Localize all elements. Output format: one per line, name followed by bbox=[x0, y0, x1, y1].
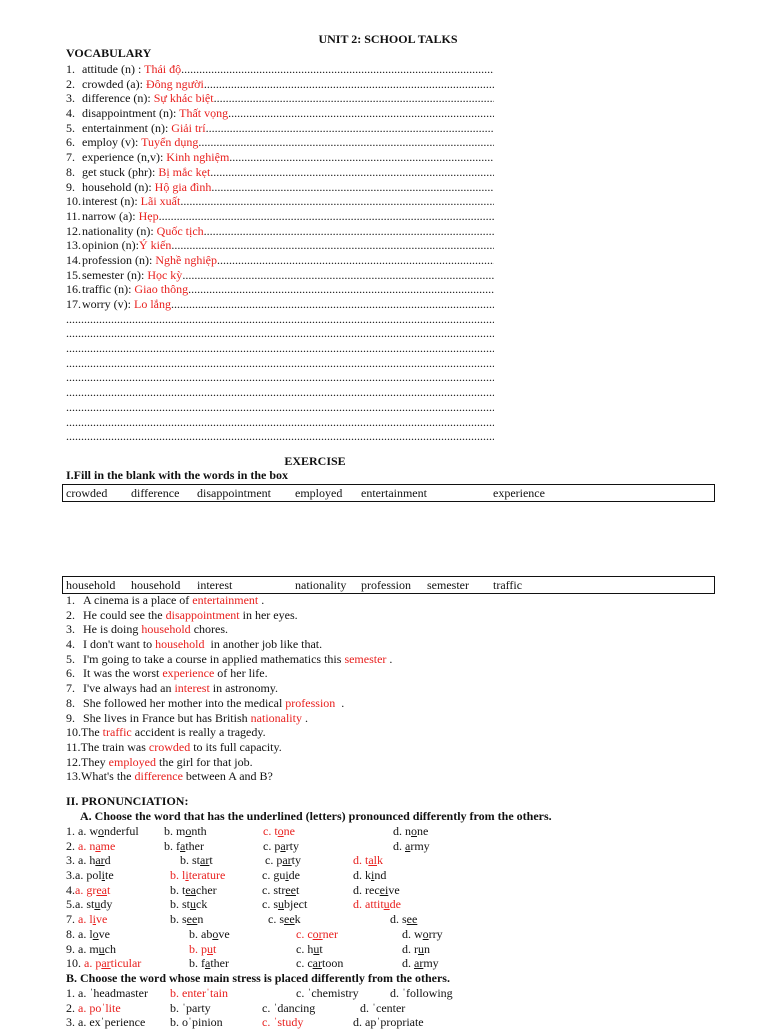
answer-dots bbox=[204, 77, 494, 92]
sentence-text: The bbox=[81, 725, 103, 740]
sentence-text: chores. bbox=[190, 622, 229, 637]
blank-line bbox=[66, 312, 494, 327]
sentence-number: 5. bbox=[66, 651, 75, 666]
answer-word: household bbox=[155, 637, 205, 652]
word-box-item: household bbox=[66, 578, 116, 592]
word-box-2 bbox=[62, 576, 715, 594]
vocabulary-item bbox=[66, 135, 494, 150]
answer-word: nationality bbox=[250, 710, 302, 725]
vocabulary-item bbox=[66, 238, 494, 253]
vocabulary-heading: VOCABULARY bbox=[66, 46, 152, 60]
vocabulary-meaning: Quốc tịch bbox=[156, 223, 204, 238]
vocabulary-item bbox=[66, 165, 494, 180]
answer-dots bbox=[229, 150, 494, 165]
answer-dots bbox=[210, 165, 494, 180]
vocabulary-term: semester (n): bbox=[82, 267, 148, 282]
vocabulary-item bbox=[66, 297, 494, 312]
sentence-text: in another job like that. bbox=[204, 637, 323, 652]
answer-dots bbox=[204, 224, 494, 239]
fill-blank-heading: I.Fill in the blank with the words in the box bbox=[66, 468, 289, 482]
answer-word: difference bbox=[134, 769, 183, 784]
sentence-number: 13. bbox=[66, 769, 81, 784]
vocabulary-term: household (n): bbox=[82, 179, 155, 194]
sentence-row bbox=[66, 740, 392, 755]
blank-line bbox=[66, 356, 494, 371]
sentence-text: They bbox=[81, 754, 109, 769]
item-number: 13. bbox=[66, 238, 81, 253]
answer-word: crowded bbox=[148, 739, 191, 754]
vocabulary-term: worry (v): bbox=[82, 297, 134, 311]
word-box-item: experience bbox=[493, 486, 545, 500]
answer-dots bbox=[217, 253, 494, 268]
item-number: 6. bbox=[66, 135, 75, 150]
item-number: 11. bbox=[66, 208, 81, 223]
answer-word: interest bbox=[174, 681, 210, 696]
vocabulary-term: profession (n): bbox=[82, 252, 156, 267]
blank-line bbox=[66, 370, 494, 385]
word-box-item: employed bbox=[295, 486, 343, 500]
vocabulary-meaning: Nghề nghiệp bbox=[155, 252, 217, 267]
vocabulary-meaning: Lo lắng bbox=[133, 297, 171, 311]
vocabulary-term: experience (n,v): bbox=[82, 150, 167, 165]
sentence-text: A cinema is a place of bbox=[83, 593, 193, 607]
exercise-heading: EXERCISE bbox=[284, 454, 346, 468]
item-number: 10. bbox=[66, 194, 81, 209]
sentence-row bbox=[66, 711, 392, 726]
sentence-number: 4. bbox=[66, 637, 75, 652]
word-box-item: household bbox=[131, 578, 181, 592]
vocabulary-term: employ (v): bbox=[82, 135, 142, 150]
vocabulary-meaning: Giải trí bbox=[171, 120, 206, 135]
vocabulary-meaning: Hẹp bbox=[138, 208, 159, 223]
item-number: 16. bbox=[66, 282, 81, 297]
word-box-item: crowded bbox=[66, 486, 108, 500]
word-box-item: disappointment bbox=[197, 486, 271, 500]
vocabulary-meaning: Hộ gia đình bbox=[154, 179, 212, 194]
sentence-text: She followed her mother into the medical bbox=[83, 695, 286, 710]
vocabulary-item bbox=[66, 77, 494, 92]
vocabulary-item bbox=[66, 150, 494, 165]
vocabulary-term: disappointment (n): bbox=[82, 106, 180, 121]
vocabulary-term: get stuck (phr): bbox=[82, 164, 159, 179]
item-number: 8. bbox=[66, 164, 75, 179]
sentence-text: I don't want to bbox=[83, 637, 156, 652]
sentence-row bbox=[66, 593, 392, 608]
answer-word: semester bbox=[344, 651, 387, 666]
blank-line bbox=[66, 385, 494, 400]
vocabulary-term: interest (n): bbox=[82, 194, 141, 209]
sentence-text: . bbox=[301, 710, 308, 725]
sentence-text: of her life. bbox=[214, 666, 268, 681]
vocabulary-term: traffic (n): bbox=[82, 282, 135, 297]
blank-line bbox=[66, 415, 494, 430]
answer-word: experience bbox=[162, 666, 215, 681]
vocabulary-term: difference (n): bbox=[82, 91, 154, 106]
sentence-row bbox=[66, 755, 392, 770]
answer-dots bbox=[171, 238, 494, 253]
vocabulary-item bbox=[66, 180, 494, 195]
answer-dots bbox=[228, 106, 494, 121]
page-title: UNIT 2: SCHOOL TALKS bbox=[318, 32, 458, 46]
answer-word: traffic bbox=[102, 725, 132, 740]
vocabulary-meaning: Bị mắc kẹt bbox=[158, 164, 211, 179]
sentence-number: 1. bbox=[66, 593, 75, 607]
word-box-1 bbox=[62, 484, 715, 502]
sentence-number: 10. bbox=[66, 725, 81, 740]
answer-dots bbox=[198, 135, 494, 150]
sentence-text: She lives in France but has British bbox=[83, 710, 251, 725]
sentence-text: between A and B? bbox=[182, 769, 273, 784]
answer-word: disappointment bbox=[165, 607, 240, 622]
vocabulary-item bbox=[66, 268, 494, 283]
vocabulary-meaning: Kinh nghiệm bbox=[166, 150, 230, 165]
vocabulary-list bbox=[66, 62, 494, 444]
word-box-item: entertainment bbox=[361, 486, 427, 500]
section-a-instruction: A. Choose the word that has the underlined (letters) pronounced differently from the others. bbox=[80, 809, 552, 823]
item-number: 14. bbox=[66, 252, 81, 267]
answer-word: employed bbox=[108, 754, 156, 769]
vocabulary-term: narrow (a): bbox=[82, 208, 139, 223]
sentence-row bbox=[66, 608, 392, 623]
sentence-text: accident is really a tragedy. bbox=[131, 725, 266, 740]
blank-line bbox=[66, 326, 494, 341]
vocabulary-item bbox=[66, 62, 494, 77]
sentence-row bbox=[66, 769, 392, 784]
vocabulary-item bbox=[66, 194, 494, 209]
item-number: 17. bbox=[66, 297, 81, 311]
blank-line bbox=[66, 400, 494, 415]
sentence-number: 3. bbox=[66, 622, 75, 637]
answer-dots bbox=[180, 194, 494, 209]
vocabulary-meaning: Tuyển dụng bbox=[141, 135, 199, 150]
vocabulary-term: nationality (n): bbox=[82, 223, 157, 238]
answer-word: profession bbox=[285, 695, 336, 710]
sentence-row bbox=[66, 637, 392, 652]
vocabulary-term: attitude (n) : bbox=[82, 62, 145, 76]
sentence-number: 9. bbox=[66, 710, 75, 725]
sentence-text: He is doing bbox=[83, 622, 142, 637]
answer-dots bbox=[171, 297, 494, 312]
vocabulary-term: entertainment (n): bbox=[82, 120, 172, 135]
item-number: 7. bbox=[66, 150, 75, 165]
blank-line bbox=[66, 341, 494, 356]
sentence-number: 7. bbox=[66, 681, 75, 696]
answer-dots bbox=[181, 62, 494, 77]
vocabulary-item bbox=[66, 209, 494, 224]
vocabulary-meaning: Đông người bbox=[145, 76, 204, 91]
vocabulary-item bbox=[66, 121, 494, 136]
word-box-item: nationality bbox=[295, 578, 347, 592]
vocabulary-meaning: Thái độ bbox=[144, 62, 182, 76]
answer-dots bbox=[182, 268, 494, 283]
sentence-text: in her eyes. bbox=[239, 607, 298, 622]
item-number: 12. bbox=[66, 223, 81, 238]
answer-dots bbox=[214, 91, 494, 106]
vocabulary-term: opinion (n): bbox=[82, 238, 139, 253]
item-number: 15. bbox=[66, 267, 81, 282]
sentence-number: 2. bbox=[66, 607, 75, 622]
word-box-item: interest bbox=[197, 578, 233, 592]
vocabulary-item bbox=[66, 106, 494, 121]
sentence-row bbox=[66, 696, 392, 711]
sentence-text: to its full capacity. bbox=[190, 739, 282, 754]
word-box-item: semester bbox=[427, 578, 469, 592]
sentence-text: the girl for that job. bbox=[155, 754, 253, 769]
sentence-text: What's the bbox=[81, 769, 135, 784]
item-number: 5. bbox=[66, 120, 75, 135]
vocabulary-item bbox=[66, 91, 494, 106]
word-box-item: difference bbox=[131, 486, 180, 500]
sentence-row bbox=[66, 622, 392, 637]
sentence-number: 12. bbox=[66, 754, 81, 769]
sentence-text: He could see the bbox=[83, 607, 166, 622]
sentence-text: . bbox=[335, 695, 345, 710]
word-box-item: traffic bbox=[493, 578, 523, 592]
item-number: 2. bbox=[66, 76, 75, 91]
sentence-text: I've always had an bbox=[83, 681, 175, 696]
vocabulary-meaning: Sự khác biệt bbox=[153, 91, 214, 106]
answer-dots bbox=[159, 209, 494, 224]
fill-blank-sentences bbox=[66, 593, 392, 784]
sentence-text: It was the worst bbox=[83, 666, 163, 681]
vocabulary-item bbox=[66, 253, 494, 268]
vocabulary-meaning: Ý kiến bbox=[139, 238, 172, 253]
vocabulary-meaning: Học kỳ bbox=[147, 267, 183, 282]
pronunciation-heading: II. PRONUNCIATION: bbox=[66, 794, 189, 808]
sentence-text: in astronomy. bbox=[209, 681, 279, 696]
answer-word: entertainment bbox=[192, 593, 259, 607]
sentence-text: The train was bbox=[80, 739, 149, 754]
item-number: 9. bbox=[66, 179, 75, 194]
sentence-row bbox=[66, 666, 392, 681]
vocabulary-item bbox=[66, 282, 494, 297]
sentence-row bbox=[66, 652, 392, 667]
item-number: 4. bbox=[66, 106, 75, 121]
sentence-text: . bbox=[258, 593, 265, 607]
word-box-item: profession bbox=[361, 578, 411, 592]
answer-word: household bbox=[141, 622, 191, 637]
sentence-text: I'm going to take a course in applied mathematics this bbox=[83, 651, 345, 666]
vocabulary-meaning: Lãi xuất bbox=[140, 194, 181, 209]
vocabulary-term: crowded (a): bbox=[82, 76, 146, 91]
sentence-row bbox=[66, 725, 392, 740]
answer-dots bbox=[211, 180, 494, 195]
sentence-number: 6. bbox=[66, 666, 75, 681]
sentence-number: 11. bbox=[66, 739, 81, 754]
blank-line bbox=[66, 429, 494, 444]
section-b-instruction: B. Choose the word whose main stress is placed differently from the others. bbox=[66, 971, 450, 985]
vocabulary-meaning: Thất vọng bbox=[179, 106, 229, 121]
item-number: 3. bbox=[66, 91, 75, 106]
sentence-row bbox=[66, 681, 392, 696]
answer-dots bbox=[188, 282, 494, 297]
answer-dots bbox=[206, 121, 494, 136]
sentence-text: . bbox=[386, 651, 393, 666]
vocabulary-item bbox=[66, 224, 494, 239]
sentence-number: 8. bbox=[66, 695, 75, 710]
item-number: 1. bbox=[66, 62, 75, 76]
vocabulary-meaning: Giao thông bbox=[134, 282, 189, 297]
